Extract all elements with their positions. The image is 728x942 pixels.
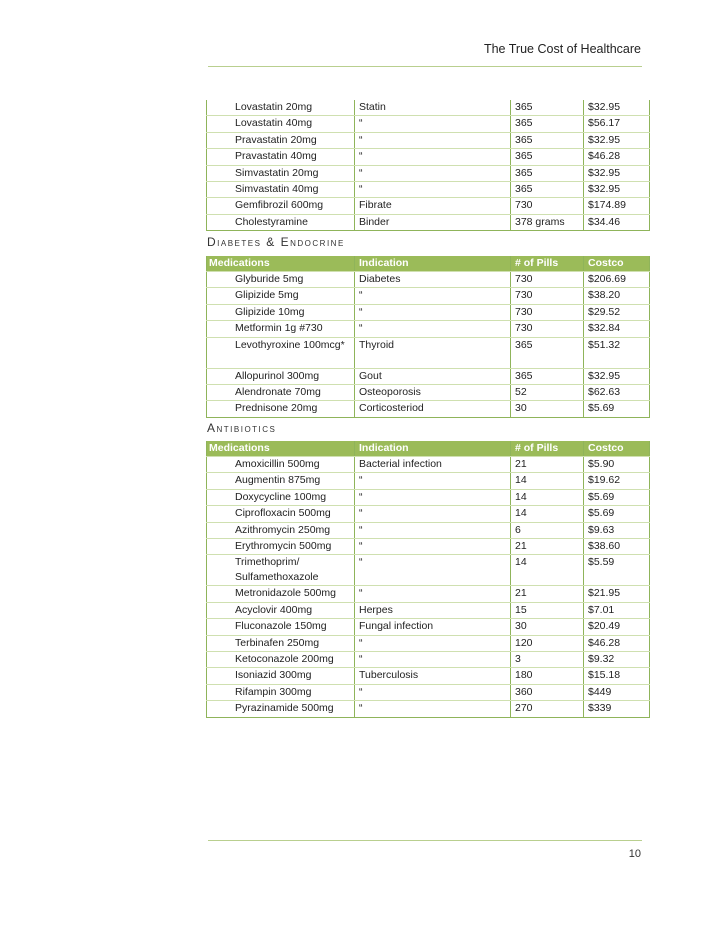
table-row (207, 701, 650, 717)
medication-cell: Doxycycline 100mg (207, 489, 355, 505)
pill-count-cell: 730 (511, 321, 584, 337)
costco-price-cell: $7.01 (584, 602, 650, 618)
costco-price-cell: $5.69 (584, 506, 650, 522)
table-row (207, 165, 650, 181)
indication-cell: “ (355, 165, 511, 181)
indication-cell: Corticosteriod (355, 401, 511, 417)
column-header: Indication (355, 256, 511, 272)
medication-cell: Azithromycin 250mg (207, 522, 355, 538)
medication-cell: Metronidazole 500mg (207, 586, 355, 602)
indication-cell: Gout (355, 368, 511, 384)
medication-cell: Allopurinol 300mg (207, 368, 355, 384)
pill-count-cell: 15 (511, 602, 584, 618)
pill-count-cell: 21 (511, 457, 584, 473)
medication-cell: Isoniazid 300mg (207, 668, 355, 684)
indication-cell: “ (355, 506, 511, 522)
table-row (207, 337, 650, 368)
indication-cell: “ (355, 473, 511, 489)
costco-price-cell: $5.59 (584, 555, 650, 586)
medication-cell: Fluconazole 150mg (207, 619, 355, 635)
medication-cell: Cholestyramine (207, 214, 355, 230)
indication-cell: Binder (355, 214, 511, 230)
pill-count-cell: 730 (511, 304, 584, 320)
medication-cell: Glyburide 5mg (207, 272, 355, 288)
medication-cell: Levothyroxine 100mcg* (207, 337, 355, 368)
medication-cell: Erythromycin 500mg (207, 539, 355, 555)
table-row (207, 668, 650, 684)
costco-price-cell: $206.69 (584, 272, 650, 288)
costco-price-cell: $56.17 (584, 116, 650, 132)
medication-cell: Rifampin 300mg (207, 684, 355, 700)
table-row (207, 489, 650, 505)
costco-price-cell: $32.84 (584, 321, 650, 337)
indication-cell: “ (355, 182, 511, 198)
table-row (207, 272, 650, 288)
table-row (207, 522, 650, 538)
costco-price-cell: $32.95 (584, 132, 650, 148)
indication-cell: Bacterial infection (355, 457, 511, 473)
pill-count-cell: 30 (511, 619, 584, 635)
medication-cell: Simvastatin 20mg (207, 165, 355, 181)
pill-count-cell: 14 (511, 555, 584, 586)
costco-price-cell: $15.18 (584, 668, 650, 684)
table-row (207, 602, 650, 618)
column-header: Costco (584, 441, 650, 457)
table-row (207, 652, 650, 668)
pill-count-cell: 14 (511, 506, 584, 522)
table-row (207, 304, 650, 320)
costco-price-cell: $34.46 (584, 214, 650, 230)
indication-cell: “ (355, 321, 511, 337)
indication-cell: Osteoporosis (355, 385, 511, 401)
costco-price-cell: $20.49 (584, 619, 650, 635)
medication-cell: Alendronate 70mg (207, 385, 355, 401)
medication-cell: Pravastatin 40mg (207, 149, 355, 165)
costco-price-cell: $46.28 (584, 635, 650, 651)
costco-price-cell: $29.52 (584, 304, 650, 320)
column-header: Indication (355, 441, 511, 457)
pill-count-cell: 730 (511, 272, 584, 288)
table-body (207, 441, 650, 717)
pill-count-cell: 365 (511, 337, 584, 368)
table-row (207, 132, 650, 148)
pill-count-cell: 365 (511, 165, 584, 181)
costco-price-cell: $174.89 (584, 198, 650, 214)
indication-cell: “ (355, 586, 511, 602)
indication-cell: “ (355, 132, 511, 148)
indication-cell: “ (355, 288, 511, 304)
table-row (207, 198, 650, 214)
costco-price-cell: $38.60 (584, 539, 650, 555)
indication-cell: “ (355, 684, 511, 700)
medication-cell: Pravastatin 20mg (207, 132, 355, 148)
indication-cell: “ (355, 489, 511, 505)
table-row (207, 506, 650, 522)
table-row (207, 635, 650, 651)
table-body (207, 100, 650, 231)
costco-price-cell: $339 (584, 701, 650, 717)
pill-count-cell: 365 (511, 368, 584, 384)
pill-count-cell: 365 (511, 132, 584, 148)
table-row (207, 539, 650, 555)
indication-cell: Statin (355, 100, 511, 116)
pill-count-cell: 180 (511, 668, 584, 684)
pill-count-cell: 270 (511, 701, 584, 717)
column-header: Costco (584, 256, 650, 272)
column-header: # of Pills (511, 256, 584, 272)
table-row (207, 214, 650, 230)
indication-cell: Fibrate (355, 198, 511, 214)
medication-cell: Ketoconazole 200mg (207, 652, 355, 668)
costco-price-cell: $5.69 (584, 489, 650, 505)
pill-count-cell: 14 (511, 489, 584, 505)
section-heading-diabetes: Diabetes & Endocrine (207, 235, 345, 249)
costco-price-cell: $62.63 (584, 385, 650, 401)
table-body (207, 256, 650, 417)
pill-count-cell: 365 (511, 100, 584, 116)
indication-cell: Thyroid (355, 337, 511, 368)
table-row (207, 473, 650, 489)
cholesterol-table (206, 100, 650, 231)
costco-price-cell: $51.32 (584, 337, 650, 368)
page-header-title: The True Cost of Healthcare (483, 42, 641, 56)
pill-count-cell: 21 (511, 586, 584, 602)
medication-cell: Glipizide 10mg (207, 304, 355, 320)
indication-cell: “ (355, 635, 511, 651)
pill-count-cell: 120 (511, 635, 584, 651)
table-row (207, 457, 650, 473)
pill-count-cell: 14 (511, 473, 584, 489)
pill-count-cell: 365 (511, 116, 584, 132)
table-row (207, 149, 650, 165)
table-row (207, 586, 650, 602)
indication-cell: “ (355, 304, 511, 320)
medication-cell: Simvastatin 40mg (207, 182, 355, 198)
indication-cell: “ (355, 539, 511, 555)
medication-cell: Glipizide 5mg (207, 288, 355, 304)
table-row (207, 288, 650, 304)
indication-cell: “ (355, 555, 511, 586)
costco-price-cell: $21.95 (584, 586, 650, 602)
medication-cell: Amoxicillin 500mg (207, 457, 355, 473)
medication-cell: Metformin 1g #730 (207, 321, 355, 337)
table-row (207, 555, 650, 586)
pill-count-cell: 730 (511, 288, 584, 304)
medication-cell: Augmentin 875mg (207, 473, 355, 489)
antibiotics-table (206, 441, 650, 718)
table-row (207, 619, 650, 635)
costco-price-cell: $38.20 (584, 288, 650, 304)
table-row (207, 116, 650, 132)
table-row (207, 321, 650, 337)
column-header: Medications (207, 256, 355, 272)
footer-divider (208, 840, 642, 841)
table-header-row (207, 256, 650, 272)
indication-cell: Herpes (355, 602, 511, 618)
medication-cell: Prednisone 20mg (207, 401, 355, 417)
table-row (207, 182, 650, 198)
indication-cell: Fungal infection (355, 619, 511, 635)
table-row (207, 368, 650, 384)
pill-count-cell: 360 (511, 684, 584, 700)
pill-count-cell: 365 (511, 149, 584, 165)
costco-price-cell: $32.95 (584, 182, 650, 198)
medication-cell: Trimethoprim/ Sulfamethoxazole (207, 555, 355, 586)
costco-price-cell: $32.95 (584, 368, 650, 384)
costco-price-cell: $9.32 (584, 652, 650, 668)
medication-cell: Lovastatin 40mg (207, 116, 355, 132)
costco-price-cell: $46.28 (584, 149, 650, 165)
column-header: # of Pills (511, 441, 584, 457)
section-heading-antibiotics: Antibiotics (207, 421, 277, 435)
medication-cell: Terbinafen 250mg (207, 635, 355, 651)
indication-cell: “ (355, 522, 511, 538)
costco-price-cell: $32.95 (584, 100, 650, 116)
table-row (207, 401, 650, 417)
page-number: 10 (628, 848, 641, 860)
medication-cell: Gemfibrozil 600mg (207, 198, 355, 214)
column-header: Medications (207, 441, 355, 457)
table-row (207, 684, 650, 700)
medication-cell: Lovastatin 20mg (207, 100, 355, 116)
table-row (207, 385, 650, 401)
costco-price-cell: $449 (584, 684, 650, 700)
medication-cell: Pyrazinamide 500mg (207, 701, 355, 717)
costco-price-cell: $9.63 (584, 522, 650, 538)
indication-cell: “ (355, 116, 511, 132)
diabetes-table (206, 256, 650, 418)
indication-cell: “ (355, 652, 511, 668)
pill-count-cell: 378 grams (511, 214, 584, 230)
medication-cell: Ciprofloxacin 500mg (207, 506, 355, 522)
indication-cell: “ (355, 149, 511, 165)
medication-cell: Acyclovir 400mg (207, 602, 355, 618)
pill-count-cell: 6 (511, 522, 584, 538)
pill-count-cell: 21 (511, 539, 584, 555)
pill-count-cell: 730 (511, 198, 584, 214)
costco-price-cell: $5.69 (584, 401, 650, 417)
header-divider (208, 66, 642, 67)
table-header-row (207, 441, 650, 457)
pill-count-cell: 3 (511, 652, 584, 668)
pill-count-cell: 365 (511, 182, 584, 198)
indication-cell: Tuberculosis (355, 668, 511, 684)
costco-price-cell: $19.62 (584, 473, 650, 489)
costco-price-cell: $32.95 (584, 165, 650, 181)
pill-count-cell: 30 (511, 401, 584, 417)
table-row (207, 100, 650, 116)
indication-cell: Diabetes (355, 272, 511, 288)
costco-price-cell: $5.90 (584, 457, 650, 473)
indication-cell: “ (355, 701, 511, 717)
pill-count-cell: 52 (511, 385, 584, 401)
